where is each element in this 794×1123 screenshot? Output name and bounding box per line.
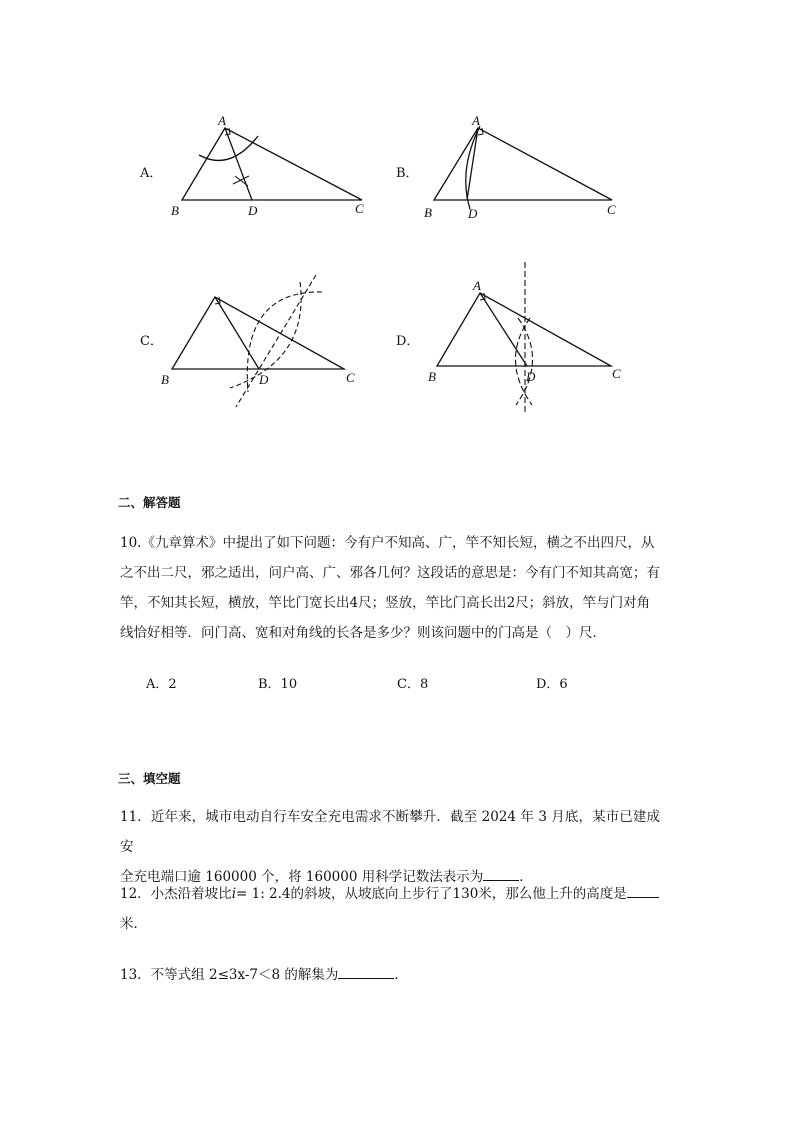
triangle-abc — [434, 128, 612, 200]
point-a-label: A — [218, 113, 226, 128]
q10-choice-d: D．6 — [536, 677, 568, 692]
section-title-fill: 三、填空题 — [118, 771, 181, 786]
q13-end: ． — [394, 967, 408, 983]
triangle-abc — [437, 293, 611, 366]
point-d-label: D — [259, 372, 269, 387]
figure-c — [160, 270, 375, 415]
segment-ad — [215, 297, 259, 369]
question-13 — [120, 960, 660, 990]
q10-line-3: 竿，不知其长短，横放，竿比门宽长出4尺；竖放，竿比门高长出2尺；斜放，竿与门对角 — [120, 595, 651, 611]
triangle-abc — [172, 297, 344, 369]
q10-line-2: 之不出二尺，邪之适出，问户高、广、邪各几何？这段话的意思是：今有门不知其高宽；有 — [120, 565, 660, 581]
q12-line-2: 米． — [120, 916, 147, 932]
q12-line-1 — [120, 879, 660, 909]
option-a-label: A． — [140, 166, 163, 181]
q10-line-4: 线恰好相等．问门高、宽和对角线的长各是多少？则该问题中的门高是（ ）尺． — [120, 625, 606, 641]
q10-line-1: 10.《九章算术》中提出了如下问题：今有户不知高、广，竿不知长短，横之不出四尺，从 — [120, 535, 655, 551]
segment-ad — [467, 128, 478, 200]
point-b-label: B — [171, 203, 179, 218]
option-d-label: D． — [396, 334, 420, 349]
point-b-label: B — [428, 369, 436, 384]
point-b-label: B — [424, 205, 432, 220]
q12-text-2: 的斜坡，从坡底向上步行了130米，那么他上升的高度是 — [290, 886, 627, 902]
q12-slope-ratio: = 1: 2.4 — [236, 886, 291, 902]
q12-text-1: 12．小杰沿着坡比 — [120, 886, 232, 902]
q13-expr: 2≤3x-7＜8 — [208, 967, 281, 983]
segment-ad — [225, 128, 252, 200]
perpendicular-bisector — [236, 275, 316, 407]
option-c-label: C． — [140, 334, 163, 349]
q13-text-2: 的解集为 — [284, 967, 339, 983]
q11-end: ． — [519, 869, 533, 885]
point-d-label: D — [468, 206, 478, 221]
q11-text: 全充电端口逾 160000 个，将 160000 用科学记数法表示为 — [120, 869, 484, 885]
q12-slope-var: i — [231, 886, 237, 902]
figure-b — [418, 105, 628, 230]
q11-line-1: 11．近年来，城市电动自行车安全充电需求不断攀升．截至 2024 年 3 月底，某市已建成安 — [120, 809, 660, 855]
point-d-label: D — [526, 369, 536, 384]
point-a-label: A — [473, 278, 481, 293]
point-c-label: C — [612, 366, 621, 381]
question-12 — [120, 879, 660, 939]
point-c-label: C — [346, 370, 355, 385]
q10-choice-a: A．2 — [146, 677, 177, 692]
q12-answer-blank[interactable] — [627, 883, 659, 898]
triangle-abc — [182, 128, 362, 200]
segment-ad — [480, 293, 527, 366]
question-10 — [120, 528, 660, 648]
point-a-label: A — [472, 113, 480, 128]
point-c-label: C — [355, 201, 364, 216]
figure-d — [420, 258, 630, 418]
q10-choice-b: B．10 — [258, 677, 298, 692]
option-b-label: B． — [396, 166, 419, 181]
figure-a — [160, 105, 380, 230]
q13-answer-blank[interactable] — [338, 964, 394, 979]
point-d-label: D — [248, 203, 258, 218]
point-b-label: B — [161, 372, 169, 387]
section-title-answer: 二、解答题 — [118, 495, 181, 510]
q13-text-1: 13．不等式组 — [120, 967, 205, 983]
point-c-label: C — [607, 202, 616, 217]
q10-choice-c: C．8 — [397, 677, 429, 692]
